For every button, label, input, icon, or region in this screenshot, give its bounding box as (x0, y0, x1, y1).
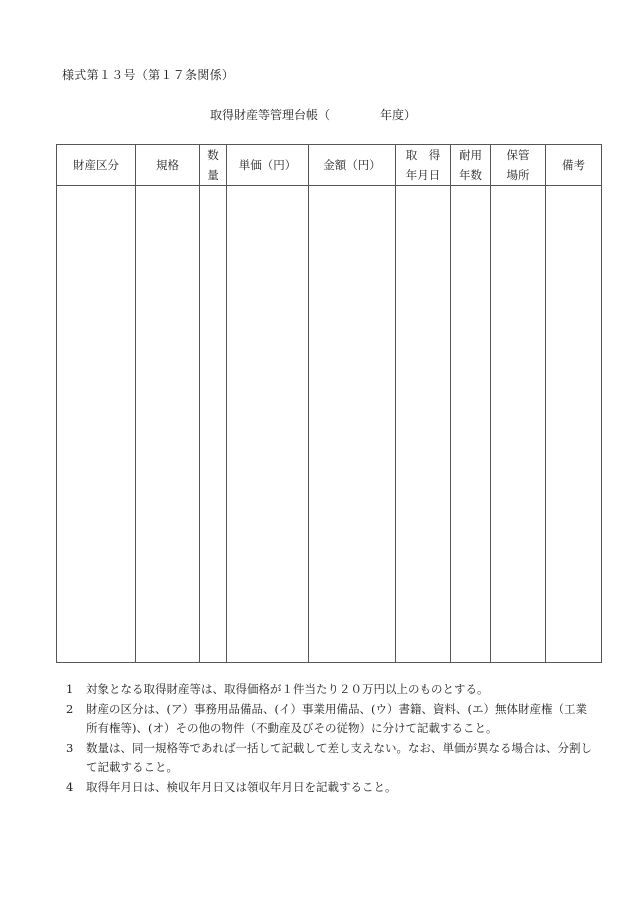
cell-useful-life[interactable] (451, 186, 491, 663)
note-item (66, 680, 596, 700)
header-specification: 規格 (136, 145, 200, 186)
notes-list (66, 680, 596, 797)
table-body-row (57, 186, 602, 663)
form-number: 様式第１３号（第１７条関係） (62, 68, 235, 82)
header-storage-location: 保管 場所 (491, 145, 546, 186)
cell-amount[interactable] (309, 186, 396, 663)
cell-remarks[interactable] (546, 186, 602, 663)
header-amount: 金額（円） (309, 145, 396, 186)
header-asset-category: 財産区分 (57, 145, 136, 186)
note-number: 3 (66, 740, 74, 755)
note-number: 4 (66, 779, 74, 794)
note-text: 取得年月日は、検収年月日又は領収年月日を記載すること。 (86, 779, 397, 794)
cell-storage-location[interactable] (491, 186, 546, 663)
note-number: 1 (66, 682, 74, 696)
asset-ledger-table (56, 144, 602, 663)
note-text: 数量は、同一規格等であれば一括して記載して差し支えない。なお、単価が異なる場合は、分割して記載すること。 (86, 740, 592, 774)
note-text: 財産の区分は、(ア）事務用品備品、(イ）事業用備品、(ウ）書籍、資料、(エ）無体財産権（工業所有権等)、(オ）その他の物件（不動産及びその従物）に分けて記載すること。 (86, 701, 587, 735)
header-acquisition-date: 取 得 年月日 (396, 145, 451, 186)
note-item (66, 778, 596, 798)
table-header-row (57, 145, 602, 186)
cell-quantity[interactable] (200, 186, 227, 663)
note-item (66, 739, 596, 778)
cell-asset-category[interactable] (57, 186, 136, 663)
title-suffix: 年度） (380, 108, 417, 122)
page-title (210, 106, 416, 123)
note-number: 2 (66, 701, 74, 716)
header-useful-life: 耐用 年数 (451, 145, 491, 186)
header-remarks: 備考 (546, 145, 602, 186)
header-quantity: 数 量 (200, 145, 227, 186)
note-item (66, 700, 596, 739)
cell-specification[interactable] (136, 186, 200, 663)
header-unit-price: 単価（円） (227, 145, 309, 186)
note-text: 対象となる取得財産等は、取得価格が１件当たり２０万円以上のものとする。 (86, 682, 489, 696)
cell-unit-price[interactable] (227, 186, 309, 663)
title-main: 取得財産等管理台帳（ (210, 108, 331, 122)
cell-acquisition-date[interactable] (396, 186, 451, 663)
